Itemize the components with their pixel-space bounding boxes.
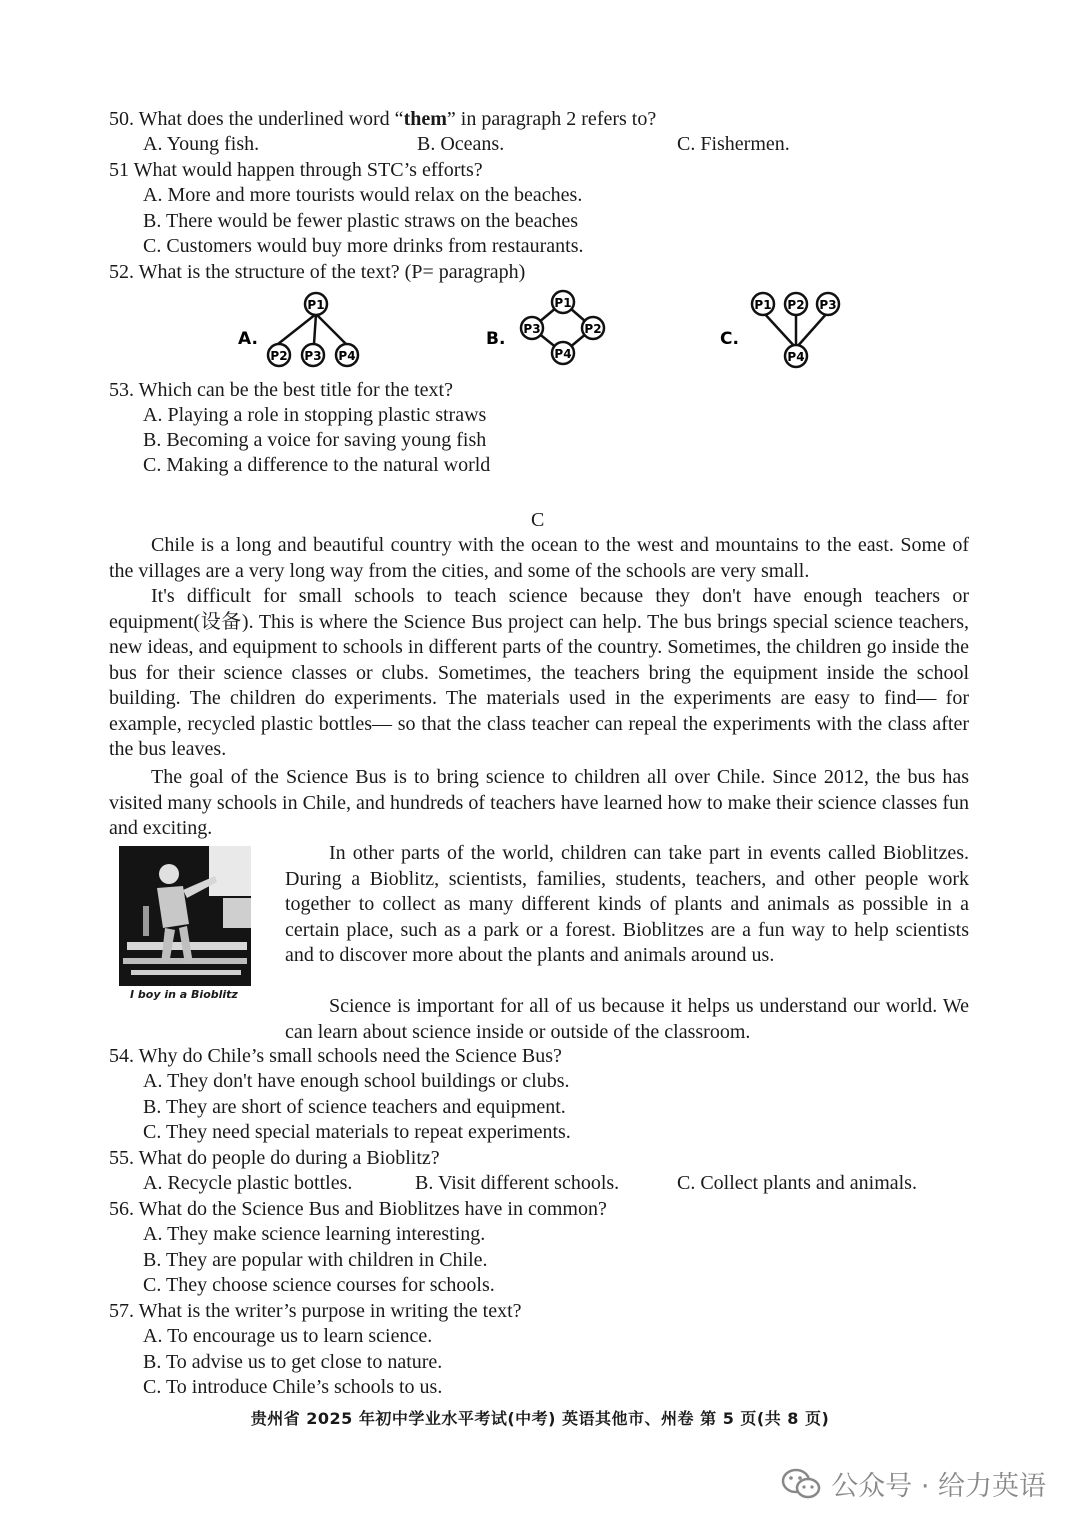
q50-keyword: them: [403, 108, 447, 130]
q57-option-c[interactable]: C. To introduce Chile’s schools to us.: [143, 1376, 443, 1398]
passage-paragraph-4: In other parts of the world, children can take part in events called Bioblitzes. During a Bioblitz, scientists, families, students, teachers, and other people work together to collect as many different kinds of plants and animals as possible in a certain place, such as a park or a forest. Bioblitzes are a fun way to help scientists and to discover more about the plants and animals around us.: [285, 842, 969, 966]
structure-diagrams: [230, 286, 860, 376]
q50-option-c[interactable]: C. Fishermen.: [677, 133, 790, 155]
diagram-c[interactable]: [720, 293, 839, 367]
diagram-b-label: B.: [486, 329, 506, 349]
diagram-a[interactable]: [238, 293, 358, 366]
passage-paragraph-3: The goal of the Science Bus is to bring science to children all over Chile. Since 2012, the bus has visited many schools in Chile, and hundreds of teachers have learned how to make their science classes fun and exciting.: [109, 766, 969, 839]
q51-option-b[interactable]: B. There would be fewer plastic straws on the beaches: [143, 210, 579, 232]
question-55: 55. What do people do during a Bioblitz?: [109, 1147, 440, 1169]
q51-option-c[interactable]: C. Customers would buy more drinks from restaurants.: [143, 235, 584, 257]
diagram-c-node-p3: P3: [819, 298, 837, 312]
question-50: [109, 107, 656, 132]
question-51: 51 What would happen through STC’s efforts?: [109, 159, 483, 181]
q54-option-c[interactable]: C. They need special materials to repeat experiments.: [143, 1121, 571, 1143]
q57-option-b[interactable]: B. To advise us to get close to nature.: [143, 1351, 443, 1373]
q50-option-b[interactable]: B. Oceans.: [417, 133, 505, 155]
diagram-a-label: A.: [238, 329, 258, 349]
question-52: 52. What is the structure of the text? (P= paragraph): [109, 261, 526, 283]
q56-option-c[interactable]: C. They choose science courses for schools.: [143, 1274, 495, 1296]
wechat-icon: [781, 1467, 821, 1501]
photo-caption: I boy in a Bioblitz: [130, 988, 238, 1001]
diagram-c-label: C.: [720, 329, 739, 349]
q55-option-a[interactable]: A. Recycle plastic bottles.: [143, 1172, 353, 1194]
diagram-a-node-p2: P2: [270, 349, 288, 363]
diagram-b-node-p4: P4: [554, 347, 572, 361]
q54-option-a[interactable]: A. They don't have enough school buildings or clubs.: [143, 1070, 570, 1092]
diagram-a-node-p3: P3: [304, 349, 322, 363]
question-53: 53. Which can be the best title for the text?: [109, 379, 453, 401]
q55-option-c[interactable]: C. Collect plants and animals.: [677, 1172, 917, 1194]
passage-paragraph-5: Science is important for all of us because it helps us understand our world. We can learn about science inside or outside of the classroom.: [285, 995, 969, 1043]
diagram-c-node-p4: P4: [787, 350, 805, 364]
diagram-c-node-p2: P2: [787, 298, 805, 312]
question-57: 57. What is the writer’s purpose in writing the text?: [109, 1300, 522, 1322]
q54-option-b[interactable]: B. They are short of science teachers and equipment.: [143, 1096, 566, 1118]
q53-option-a[interactable]: A. Playing a role in stopping plastic straws: [143, 404, 487, 426]
q56-option-a[interactable]: A. They make science learning interesting.: [143, 1223, 486, 1245]
watermark: [781, 1464, 1046, 1503]
passage-letter: C: [531, 509, 545, 531]
diagram-a-node-p4: P4: [338, 349, 356, 363]
page-footer: 贵州省 2025 年初中学业水平考试(中考) 英语其他市、州卷 第 5 页(共 8 页): [250, 1409, 830, 1428]
diagram-b-node-p3: P3: [523, 322, 541, 336]
q53-option-b[interactable]: B. Becoming a voice for saving young fish: [143, 429, 487, 451]
question-54: 54. Why do Chile’s small schools need the Science Bus?: [109, 1045, 562, 1067]
q55-option-b[interactable]: B. Visit different schools.: [415, 1172, 620, 1194]
q50-text-post: ” in paragraph 2 refers to?: [446, 108, 657, 130]
q56-option-b[interactable]: B. They are popular with children in Chile.: [143, 1249, 488, 1271]
diagram-c-node-p1: P1: [754, 298, 772, 312]
diagram-b[interactable]: [486, 291, 604, 364]
passage-paragraph-1: Chile is a long and beautiful country with the ocean to the west and mountains to the east. Some of the villages are a very long way from the cities, and some of the schools are very small.: [109, 534, 969, 582]
watermark-text: 公众号 · 给力英语: [831, 1471, 1046, 1502]
diagram-b-node-p1: P1: [554, 296, 572, 310]
q53-option-c[interactable]: C. Making a difference to the natural world: [143, 454, 491, 476]
passage-paragraph-2: It's difficult for small schools to teach science because they don't have enough teachers or equipment(设备). This is where the Science Bus project can help. The bus brings special science teachers, new ideas, and equipment to schools in different parts of the country. Sometimes, the children go inside the bus for their science classes or clubs. Sometimes, the teachers bring the equipment inside the school building. The children do experiments. The materials used in the experiments are easy to find— for example, recycled plastic bottles— so that the class teacher can repeal the experiments with the class after the bus leaves.: [109, 585, 969, 760]
diagram-b-node-p2: P2: [584, 322, 602, 336]
q50-option-a[interactable]: A. Young fish.: [143, 133, 260, 155]
question-56: 56. What do the Science Bus and Bioblitzes have in common?: [109, 1198, 607, 1220]
q51-option-a[interactable]: A. More and more tourists would relax on the beaches.: [143, 184, 583, 206]
diagram-a-node-p1: P1: [307, 298, 325, 312]
q50-text-pre: 50. What does the underlined word “: [109, 108, 404, 130]
boy-photo-icon: [119, 846, 251, 986]
q57-option-a[interactable]: A. To encourage us to learn science.: [143, 1325, 433, 1347]
bioblitz-photo: [119, 846, 251, 986]
